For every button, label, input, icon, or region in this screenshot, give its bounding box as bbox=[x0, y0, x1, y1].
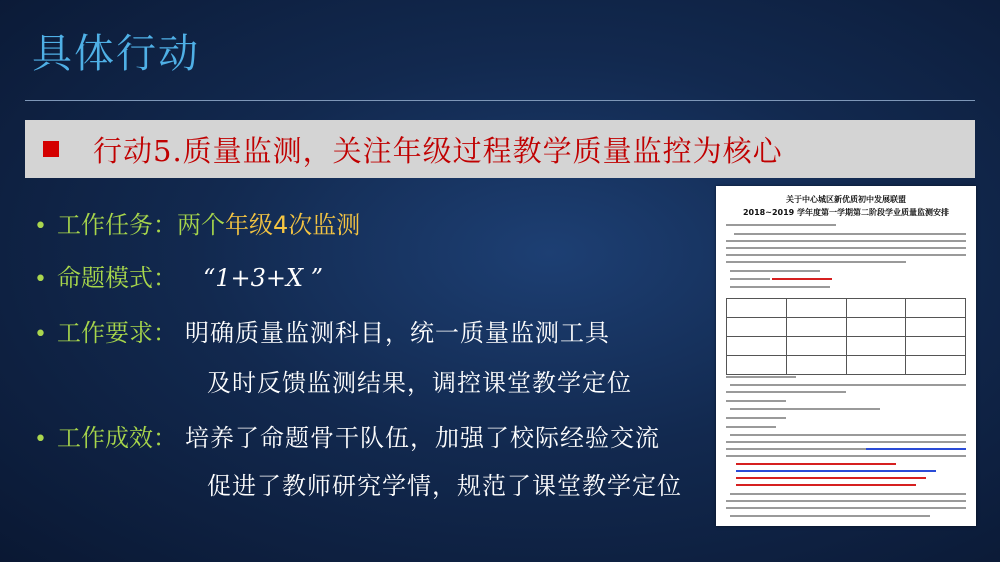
doc-text-line bbox=[726, 500, 966, 502]
doc-schedule-table bbox=[726, 298, 966, 375]
bullet-label: 工作成效： bbox=[56, 424, 177, 452]
document-subtitle: 2018~2019 学年度第一学期第二阶段学业质量监测安排 bbox=[742, 208, 950, 217]
bullet-value-highlight: 年级4次监测 bbox=[224, 211, 361, 239]
doc-highlight-line bbox=[772, 278, 832, 280]
doc-text-line bbox=[730, 434, 966, 436]
doc-text-line bbox=[726, 247, 966, 249]
doc-text-line bbox=[726, 254, 966, 256]
doc-text-line bbox=[730, 270, 820, 272]
document-title: 关于中心城区新优质初中发展联盟 bbox=[786, 195, 906, 204]
doc-text-line bbox=[730, 278, 770, 280]
doc-text-line bbox=[726, 455, 966, 457]
doc-text-line bbox=[726, 426, 776, 428]
bullet-dot-icon: • bbox=[34, 214, 47, 239]
doc-text-line bbox=[726, 376, 796, 378]
doc-text-line bbox=[730, 408, 880, 410]
doc-text-line bbox=[726, 391, 846, 393]
bullet-dot-icon: • bbox=[34, 427, 47, 452]
bullet-continuation: 促进了教师研究学情，规范了课堂教学定位 bbox=[207, 472, 682, 500]
doc-highlight-line bbox=[736, 470, 936, 472]
doc-text-line bbox=[726, 224, 836, 226]
bullet-continuation: 及时反馈监测结果，调控课堂教学定位 bbox=[207, 369, 632, 397]
doc-text-line bbox=[734, 233, 966, 235]
doc-text-line bbox=[726, 240, 966, 242]
bullet-result bbox=[34, 418, 660, 453]
doc-highlight-line bbox=[736, 484, 916, 486]
bullet-task bbox=[34, 205, 360, 240]
title-divider bbox=[25, 100, 975, 101]
bullet-line: 培养了命题骨干队伍，加强了校际经验交流 bbox=[184, 424, 660, 452]
bullet-line: 明确质量监测科目，统一质量监测工具 bbox=[184, 319, 610, 347]
doc-text-line bbox=[726, 507, 966, 509]
doc-text-line bbox=[730, 384, 966, 386]
doc-text-line bbox=[730, 515, 930, 517]
red-square-bullet-icon bbox=[43, 141, 59, 157]
bullet-label: 命题模式： bbox=[56, 264, 177, 292]
doc-highlight-line bbox=[736, 463, 896, 465]
bullet-label: 工作要求： bbox=[56, 319, 177, 347]
action-banner bbox=[25, 120, 975, 178]
doc-text-line bbox=[730, 286, 830, 288]
doc-text-line bbox=[726, 261, 906, 263]
bullet-mode bbox=[34, 258, 323, 293]
bullet-value: “1+3+X ” bbox=[202, 264, 323, 292]
doc-highlight-line bbox=[736, 477, 926, 479]
doc-text-line bbox=[726, 441, 966, 443]
bullet-value: 两个 bbox=[176, 211, 225, 239]
bullet-dot-icon: • bbox=[34, 322, 47, 347]
doc-highlight-line bbox=[866, 448, 966, 450]
doc-text-line bbox=[730, 493, 966, 495]
document-thumbnail bbox=[716, 186, 976, 526]
doc-text-line bbox=[726, 417, 786, 419]
bullet-label: 工作任务： bbox=[56, 211, 177, 239]
doc-text-line bbox=[726, 400, 786, 402]
banner-text: 行动5.质量监测，关注年级过程教学质量监控为核心 bbox=[93, 133, 783, 168]
bullet-requirement bbox=[34, 313, 610, 348]
page-title: 具体行动 bbox=[32, 31, 200, 77]
bullet-dot-icon: • bbox=[34, 267, 47, 292]
doc-text-line bbox=[726, 448, 866, 450]
